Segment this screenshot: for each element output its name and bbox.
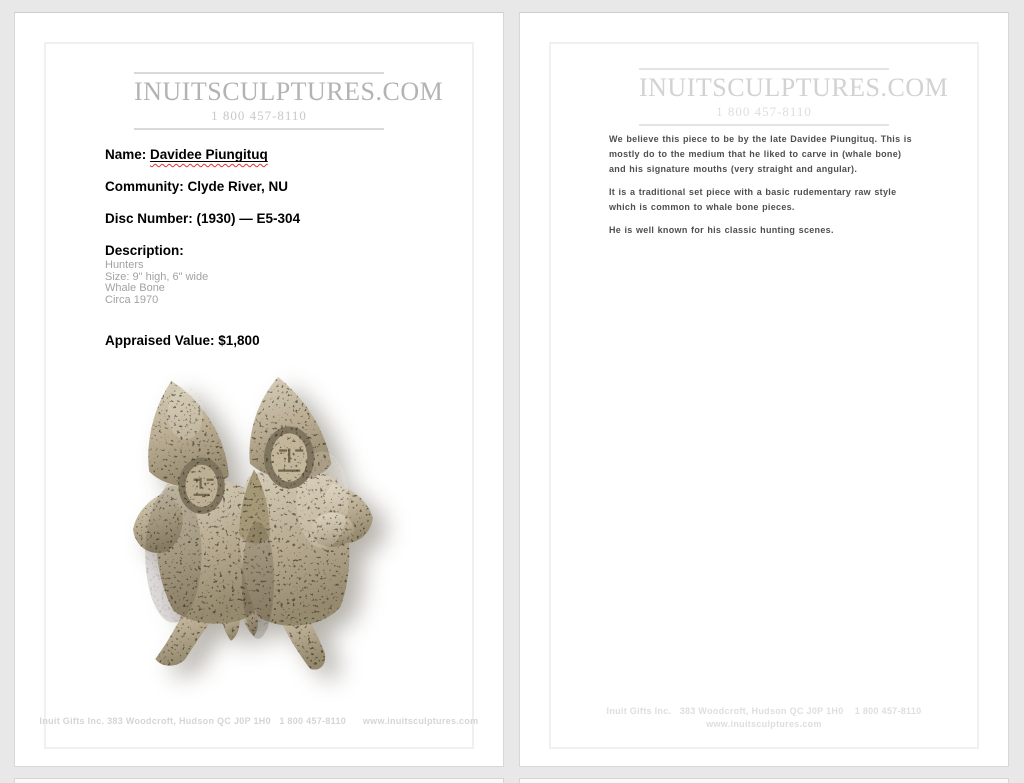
description-title: Hunters — [105, 259, 144, 271]
site-phone: 1 800 457-8110 — [211, 108, 307, 123]
sculpture-image — [125, 373, 397, 675]
text-line: He is well known for his classic hunting scenes. — [609, 225, 834, 235]
text-line: mostly do to the medium that he liked to carve in (whale bone) — [609, 149, 902, 159]
letterhead-rule-bottom — [134, 128, 384, 130]
next-page-4-edge[interactable] — [519, 778, 1009, 783]
appraisal-notes — [609, 132, 965, 246]
appraised-value-line: Appraised Value: $1,800 — [105, 333, 260, 348]
letterhead — [639, 68, 949, 126]
next-page-3-edge[interactable] — [14, 778, 504, 783]
artist-name: Davidee Piungituq — [150, 147, 268, 162]
description-details — [105, 260, 467, 306]
site-phone: 1 800 457-8110 — [716, 104, 812, 119]
page-2[interactable] — [519, 12, 1009, 767]
text-line: and his signature mouths (very straight and angular). — [609, 164, 858, 174]
footer-website-line: www.inuitsculptures.com — [706, 719, 822, 729]
description-circa: Circa 1970 — [105, 293, 159, 306]
site-title: INUITSCULPTURES.COM — [134, 77, 444, 106]
certificate-fields — [105, 148, 467, 366]
paragraph-reputation — [609, 223, 965, 238]
text-line: It is a traditional set piece with a basic rudementary raw style — [609, 187, 897, 197]
page2-footer — [520, 705, 1008, 731]
text-line: which is common to whale bone pieces. — [609, 202, 795, 212]
paragraph-attribution — [609, 132, 965, 177]
sculpture-photo[interactable] — [125, 373, 397, 675]
letterhead — [134, 72, 444, 130]
description-material: Whale Bone — [105, 282, 165, 294]
name-label: Name: — [105, 147, 151, 162]
name-line — [105, 148, 467, 162]
page1-footer: Inuit Gifts Inc. 383 Woodcroft, Hudson QC J0P 1H0 1 800 457-8110 www.inuitsculptures.com — [39, 716, 479, 726]
page-1[interactable] — [14, 12, 504, 767]
description-size: Size: 9" high, 6" wide — [105, 270, 209, 283]
misspelled-wrap — [150, 148, 268, 162]
text-line: We believe this piece to be by the late Davidee Piungituq. This is — [609, 134, 912, 144]
site-title: INUITSCULPTURES.COM — [639, 73, 949, 102]
letterhead-rule-top — [639, 68, 889, 70]
paragraph-style — [609, 185, 965, 215]
letterhead-rule-top — [134, 72, 384, 74]
disc-number-line: Disc Number: (1930) — E5-304 — [105, 211, 301, 226]
description-label: Description: — [105, 243, 184, 258]
footer-address-line: Inuit Gifts Inc. 383 Woodcroft, Hudson QC J0P 1H0 1 800 457-8110 — [606, 706, 922, 716]
letterhead-rule-bottom — [639, 124, 889, 126]
community-line: Community: Clyde River, NU — [105, 179, 289, 194]
